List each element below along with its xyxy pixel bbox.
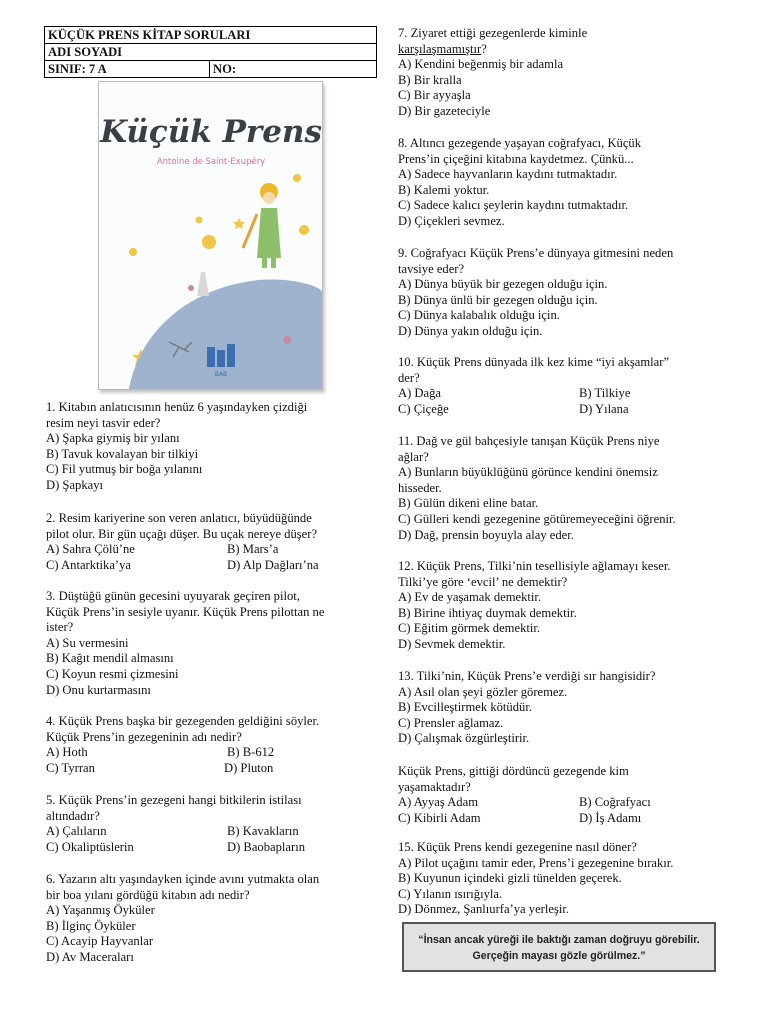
little-prince-figure <box>243 183 281 268</box>
question-stem: 3. Düştüğü günün gecesini uyuyarak geçiren pilot, <box>46 589 300 603</box>
question-8 <box>398 136 738 230</box>
answer-option[interactable]: A) Dünya büyük bir gezegen olduğu için. <box>398 277 608 292</box>
answer-option[interactable]: D) Yılana <box>579 401 629 416</box>
student-info-table <box>44 26 377 78</box>
question-stem: Prens’in çiçeğini kitabına kaydetmez. Çünkü... <box>398 151 634 166</box>
answer-option[interactable]: D) İş Adamı <box>579 810 642 825</box>
answer-option[interactable]: D) Onu kurtarmasını <box>46 682 151 697</box>
quote-box <box>402 922 716 972</box>
answer-option[interactable]: C) Dünya kalabalık olduğu için. <box>398 308 560 323</box>
question-stem: Küçük Prens’in gezegeninin adı nedir? <box>46 729 242 744</box>
question-stem: pilot olur. Bir gün uçağı düşer. Bu uçak nereye düşer? <box>46 526 318 541</box>
answer-option[interactable]: B) Mars’a <box>227 542 279 557</box>
question-stem: bir boa yılanı gördüğü kitabın adı nedir? <box>46 887 250 902</box>
answer-option[interactable]: C) Çiçeğe <box>398 401 449 416</box>
answer-option[interactable]: B) Bir kralla <box>398 72 462 87</box>
answer-option[interactable]: D) Pluton <box>224 760 274 775</box>
answer-option[interactable]: B) Tavuk kovalayan bir tilkiyi <box>46 446 199 461</box>
answer-option[interactable]: A) Pilot uçağını tamir eder, Prens’i gezegenine bırakır. <box>398 855 674 870</box>
answer-option[interactable]: C) Acayip Hayvanlar <box>46 934 154 949</box>
quote-line: Gerçeğin mayası gözle görülmez.” <box>472 950 646 962</box>
star-icon <box>129 248 137 256</box>
answer-option[interactable]: C) Sadece kalıcı şeylerin kaydını tutmaktadır. <box>398 198 629 213</box>
question-stem: altındadır? <box>46 808 100 823</box>
answer-option[interactable]: A) Kendini beğenmiş bir adamla <box>398 57 564 72</box>
answer-option[interactable]: B) Kağıt mendil almasını <box>46 651 174 666</box>
answer-option[interactable]: B) Kuyunun içindeki gizli tünelden geçerek. <box>398 871 622 886</box>
worksheet-title: KÜÇÜK PRENS KİTAP SORULARI <box>45 27 377 44</box>
answer-option[interactable]: D) Çiçekleri sevmez. <box>398 213 505 228</box>
question-12 <box>398 559 738 653</box>
answer-option[interactable]: D) Dünya yakın olduğu için. <box>398 323 543 338</box>
question-3 <box>46 589 382 698</box>
question-stem: karşılaşmamıştır? <box>398 41 487 56</box>
answer-option[interactable]: A) Çalıların <box>46 824 107 839</box>
answer-option[interactable]: D) Bir gazeteciyle <box>398 103 491 118</box>
answer-option[interactable]: D) Alp Dağları’na <box>227 557 319 572</box>
answer-option[interactable]: C) Eğitim görmek demektir. <box>398 621 541 636</box>
question-5 <box>46 793 382 855</box>
underlined-keyword: karşılaşmamıştır <box>398 41 482 56</box>
answer-option[interactable]: C) Gülleri kendi gezegenine götüremeyeceğini öğrenir. <box>398 511 676 526</box>
answer-option[interactable]: B) İlginç Öyküler <box>46 918 136 933</box>
question-15 <box>398 840 738 918</box>
answer-option[interactable]: C) Tyrran <box>46 760 95 775</box>
answer-option[interactable]: C) Fil yutmuş bir boğa yılanını <box>46 462 203 477</box>
question-1 <box>46 400 382 494</box>
answer-option[interactable]: C) Koyun resmi çizmesini <box>46 666 179 681</box>
question-stem: 5. Küçük Prens’in gezegeni hangi bitkilerin istilası <box>46 793 302 807</box>
answer-option[interactable]: B) Birine ihtiyaç duymak demektir. <box>398 605 577 620</box>
answer-option[interactable]: C) Antarktika’ya <box>46 557 131 572</box>
answer-option[interactable]: A) Sahra Çölü’ne <box>46 542 135 557</box>
answer-option[interactable]: D) Dönmez, Şanlıurfa’ya yerleşir. <box>398 902 570 917</box>
flower-icon <box>283 336 291 344</box>
answer-option[interactable]: B) Kalemi yoktur. <box>398 182 490 197</box>
answer-option[interactable]: B) Evcilleştirmek kötüdür. <box>398 700 532 715</box>
question-stem: 1. Kitabın anlatıcısının henüz 6 yaşındayken çizdiği <box>46 400 308 414</box>
answer-option[interactable]: D) Av Maceraları <box>46 949 134 964</box>
name-field[interactable]: ADI SOYADI <box>45 44 377 61</box>
question-7 <box>398 26 738 120</box>
answer-option[interactable]: A) Dağa <box>398 386 442 401</box>
star-icon <box>233 218 245 229</box>
volcano-icon <box>197 272 209 296</box>
question-stem: resim neyi tasvir eder? <box>46 415 161 430</box>
question-stem: ister? <box>46 620 74 635</box>
question-stem: 7. Ziyaret ettiği gezegenlerde kiminle <box>398 26 588 40</box>
answer-option[interactable]: A) Su vermesini <box>46 635 129 650</box>
quote-line: “İnsan ancak yüreği ile baktığı zaman doğruyu görebilir. <box>418 934 700 946</box>
answer-option[interactable]: B) Tilkiye <box>579 386 631 401</box>
answer-option[interactable]: D) Sevmek demektir. <box>398 636 506 651</box>
question-stem: 15. Küçük Prens kendi gezegenine nasıl döner? <box>398 840 637 854</box>
svg-text:BAB: BAB <box>214 371 228 378</box>
star-icon <box>196 217 203 224</box>
question-10 <box>398 355 738 417</box>
question-9 <box>398 246 738 340</box>
question-stem: 12. Küçük Prens, Tilki’nin tesellisiyle ağlamayı keser. <box>398 559 671 573</box>
question-stem: ağlar? <box>398 449 429 464</box>
answer-option[interactable]: C) Okaliptüslerin <box>46 839 134 854</box>
answer-option[interactable]: A) Yaşanmış Öyküler <box>46 903 155 918</box>
question-stem: 4. Küçük Prens başka bir gezegenden geldiğini söyler. <box>46 714 320 728</box>
answer-option[interactable]: C) Yılanın ısırığıyla. <box>398 886 503 901</box>
book-cover-illustration <box>99 82 322 389</box>
question-4 <box>46 714 382 776</box>
answer-option-continuation: hisseder. <box>398 480 442 495</box>
answer-option[interactable]: C) Bir ayyaşla <box>398 88 471 103</box>
question-stem: Küçük Prens’in sesiyle uyanır. Küçük Prens pilottan ne <box>46 604 325 619</box>
answer-option[interactable]: A) Ayyaş Adam <box>398 795 478 810</box>
star-icon <box>299 225 309 235</box>
question-6 <box>46 872 382 966</box>
answer-option[interactable]: A) Bunların büyüklüğünü görünce kendini önemsiz <box>398 465 658 480</box>
star-icon <box>293 174 301 182</box>
answer-option[interactable]: A) Şapka giymiş bir yılanı <box>46 431 180 446</box>
answer-option[interactable]: D) Çalışmak özgürleştirir. <box>398 731 530 746</box>
question-13 <box>398 669 738 747</box>
question-stem: yaşamaktadır? <box>398 779 471 794</box>
answer-option[interactable]: A) Hoth <box>46 745 88 760</box>
answer-option[interactable]: A) Asıl olan şeyi gözler göremez. <box>398 684 568 699</box>
flower-icon <box>188 285 194 291</box>
answer-option[interactable]: B) Kavakların <box>227 824 299 839</box>
sun-icon <box>202 235 216 249</box>
number-field[interactable]: NO: <box>210 61 377 78</box>
answer-option[interactable]: B) Dünya ünlü bir gezegen olduğu için. <box>398 292 598 307</box>
question-2 <box>46 511 382 573</box>
question-stem: 6. Yazarın altı yaşındayken içinde avını yutmakta olan <box>46 872 320 886</box>
answer-option[interactable]: C) Kibirli Adam <box>398 810 481 825</box>
question-14 <box>398 764 738 826</box>
answer-option[interactable]: D) Baobapların <box>227 839 305 854</box>
answer-option[interactable]: B) Coğrafyacı <box>579 795 651 810</box>
question-stem: tavsiye eder? <box>398 261 465 276</box>
class-field[interactable]: SINIF: 7 A <box>45 61 210 78</box>
question-stem: 10. Küçük Prens dünyada ilk kez kime “iyi akşamlar” <box>398 355 670 369</box>
answer-option[interactable]: A) Sadece hayvanların kaydını tutmaktadır. <box>398 167 618 182</box>
answer-option[interactable]: B) Gülün dikeni eline batar. <box>398 496 539 511</box>
question-stem: der? <box>398 370 420 385</box>
answer-option[interactable]: D) Şapkayı <box>46 477 104 492</box>
question-stem: 2. Resim kariyerine son veren anlatıcı, büyüdüğünde <box>46 511 312 525</box>
book-cover-image <box>98 81 323 390</box>
answer-option[interactable]: B) B-612 <box>227 745 275 760</box>
question-stem: Küçük Prens, gittiği dördüncü gezegende kim <box>398 764 629 778</box>
cover-author: Antoine de Saint-Exupéry <box>156 157 266 167</box>
answer-option[interactable]: C) Prensler ağlamaz. <box>398 715 504 730</box>
question-stem: 11. Dağ ve gül bahçesiyle tanışan Küçük Prens niye <box>398 434 660 448</box>
question-stem: 8. Altıncı gezegende yaşayan coğrafyacı, Küçük <box>398 136 642 150</box>
answer-option[interactable]: A) Ev de yaşamak demektir. <box>398 590 542 605</box>
question-stem: Tilki’ye göre ‘evcil’ ne demektir? <box>398 574 568 589</box>
question-stem: 13. Tilki’nin, Küçük Prens’e verdiği sır hangisidir? <box>398 669 656 683</box>
answer-option[interactable]: D) Dağ, prensin boyuyla alay eder. <box>398 527 574 542</box>
question-stem: 9. Coğrafyacı Küçük Prens’e dünyaya gitmesini neden <box>398 246 674 260</box>
question-11 <box>398 434 738 543</box>
cover-title: Küçük Prens <box>100 114 322 150</box>
